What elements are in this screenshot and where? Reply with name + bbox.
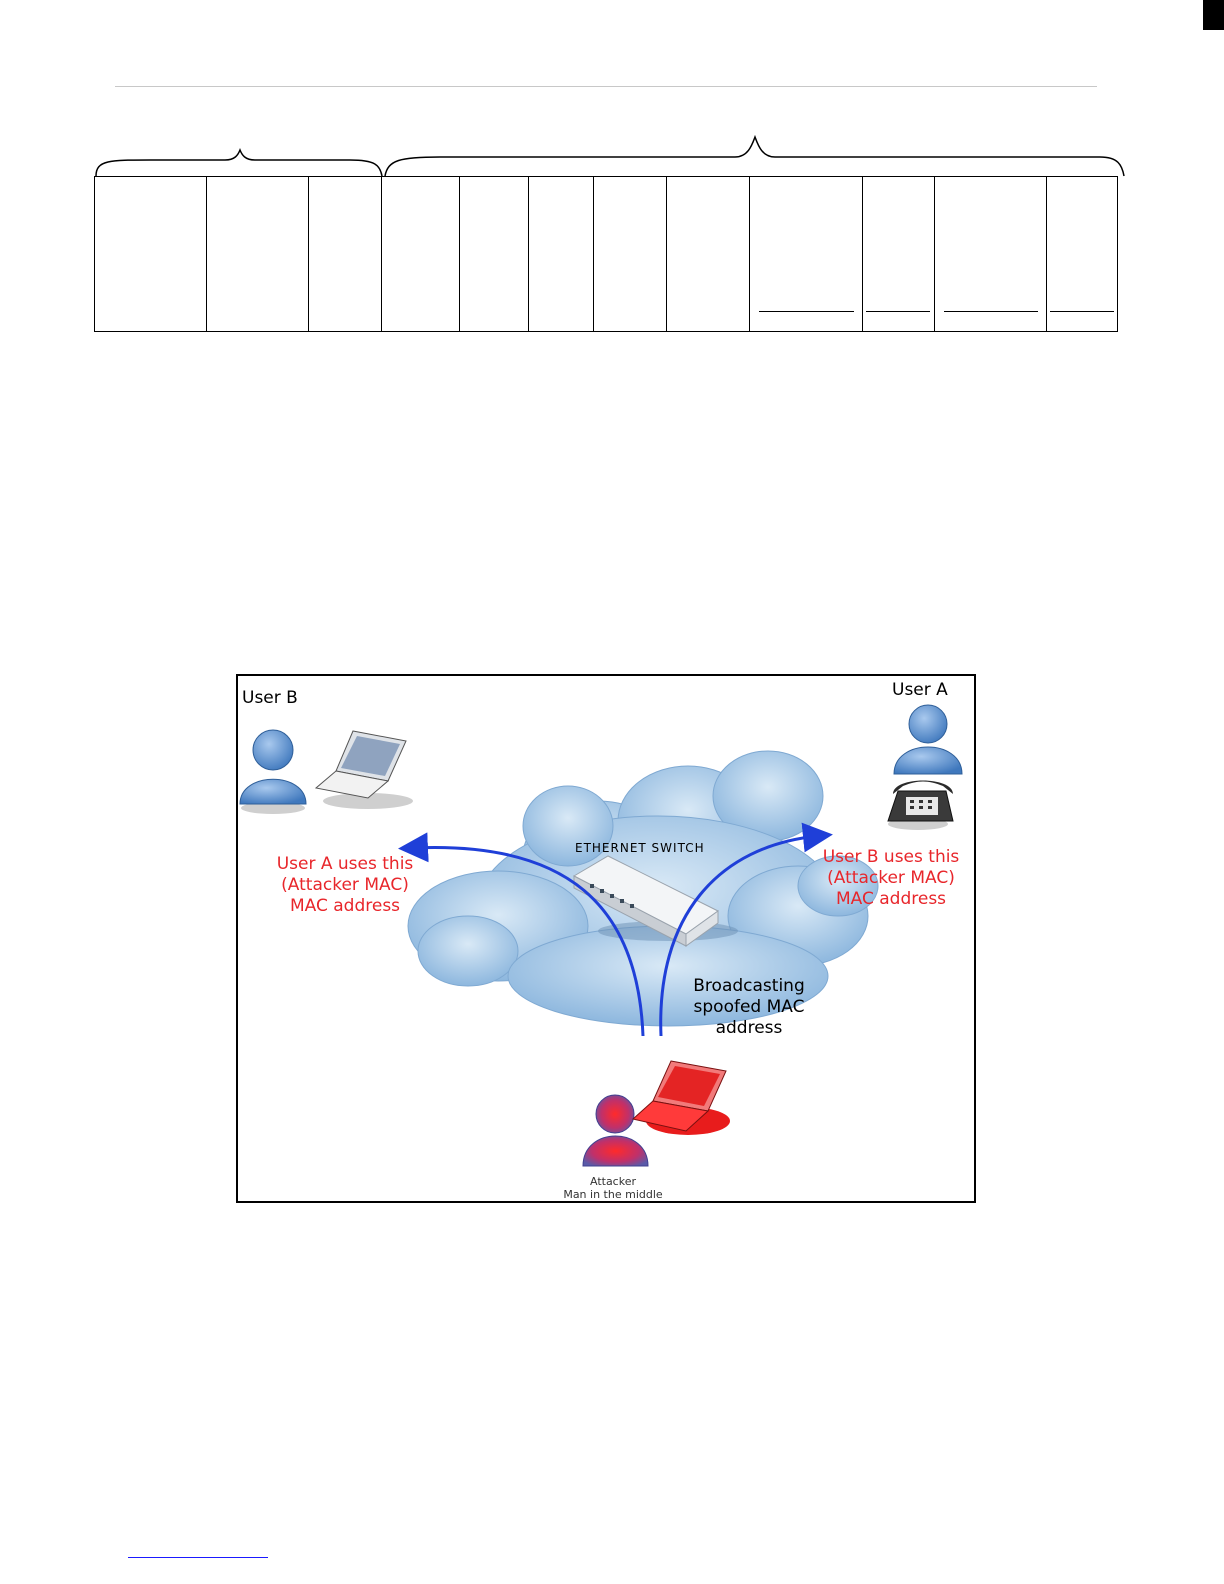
user-a-person-icon — [894, 705, 962, 774]
table-column-divider — [749, 177, 750, 331]
table-column-divider — [381, 177, 382, 331]
note-line: User B uses this — [822, 847, 960, 867]
cell-underline — [1050, 311, 1114, 312]
frame-braces — [0, 0, 1224, 180]
user-a-label: User A — [892, 680, 948, 700]
note-line: (Attacker MAC) — [281, 875, 409, 895]
table-column-divider — [666, 177, 667, 331]
attacker-laptop-icon — [633, 1061, 730, 1135]
table-column-divider — [862, 177, 863, 331]
telephone-icon — [888, 781, 953, 831]
table-column-divider — [593, 177, 594, 331]
cell-underline — [759, 311, 854, 312]
note-line: User A uses this — [276, 854, 414, 874]
table-column-divider — [934, 177, 935, 331]
broadcast-note — [674, 976, 824, 1039]
table-column-divider — [1046, 177, 1047, 331]
note-line: spoofed MAC — [693, 997, 805, 1017]
note-line: MAC address — [289, 896, 401, 916]
user-b-laptop-icon — [316, 731, 413, 809]
attacker-label — [543, 1175, 683, 1201]
user-b-note — [806, 847, 976, 910]
figure-artwork — [238, 676, 974, 1201]
mitm-figure — [236, 674, 976, 1203]
user-a-note — [260, 854, 430, 917]
attacker-person-icon — [583, 1095, 648, 1166]
table-column-divider — [206, 177, 207, 331]
frame-format-table — [94, 176, 1118, 332]
note-line: Man in the middle — [563, 1188, 663, 1201]
note-line: Broadcasting — [693, 976, 805, 996]
switch-label: ETHERNET SWITCH — [575, 841, 705, 855]
footnote-rule — [128, 1557, 268, 1558]
note-line: (Attacker MAC) — [827, 868, 955, 888]
note-line: address — [715, 1018, 783, 1038]
table-column-divider — [528, 177, 529, 331]
table-column-divider — [308, 177, 309, 331]
cell-underline — [944, 311, 1038, 312]
table-column-divider — [459, 177, 460, 331]
note-line: Attacker — [589, 1175, 636, 1188]
user-b-label: User B — [242, 688, 298, 708]
cell-underline — [866, 311, 930, 312]
note-line: MAC address — [835, 889, 947, 909]
user-b-person-icon — [240, 730, 306, 814]
